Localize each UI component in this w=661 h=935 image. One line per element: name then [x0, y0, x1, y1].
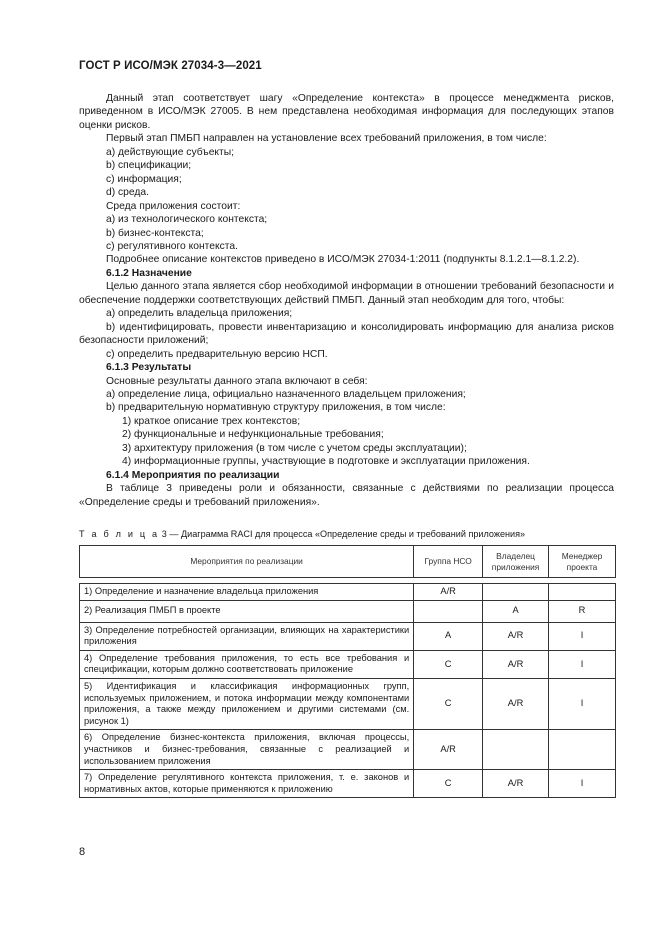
- paragraph: Данный этап соответствует шагу «Определение контекста» в процессе менеджмента рисков, приведенном в ИСО/МЭК 27005. В нем представлена необходимая информация для последующих этапов оценки рисков.: [79, 93, 614, 131]
- table-cell: 2) Реализация ПМБП в проекте: [80, 600, 414, 622]
- list-item: a) из технологического контекста;: [106, 214, 268, 226]
- table-row: [80, 600, 616, 622]
- column-header: Мероприятия по реализации: [80, 546, 414, 578]
- table-cell: [414, 600, 483, 622]
- list-item: c) определить предварительную версию НСП.: [106, 348, 328, 360]
- paragraph: В таблице 3 приведены роли и обязанности, связанные с действиями по реализации процесса «Определение среды и требований приложения».: [79, 483, 614, 508]
- table-cell: A: [414, 622, 483, 650]
- list-item: c) информация;: [106, 173, 182, 185]
- table-row: [80, 650, 616, 678]
- section-heading: 6.1.2 Назначение: [106, 267, 192, 279]
- table-caption: [79, 529, 525, 539]
- table-row: [80, 622, 616, 650]
- document-body: [79, 92, 614, 509]
- table-cell: 6) Определение бизнес-контекста приложения, включая процессы, участников и бизнес-требования, связанные с реализацией и использованием приложения: [80, 730, 414, 770]
- table-cell: A: [483, 600, 549, 622]
- table-cell: A/R: [483, 622, 549, 650]
- table-row: [80, 678, 616, 729]
- table-cell: C: [414, 650, 483, 678]
- list-item: b) идентифицировать, провести инвентаризацию и консолидировать информацию для анализа рисков безопасности приложений;: [79, 321, 614, 347]
- section-heading: 6.1.3 Результаты: [106, 362, 192, 374]
- table-caption-label: Т а б л и ц а: [79, 529, 160, 539]
- table-cell: A/R: [483, 650, 549, 678]
- table-cell: A/R: [483, 770, 549, 798]
- table-cell: A/R: [414, 730, 483, 770]
- table-cell: 4) Определение требования приложения, то есть все требования и спецификации, которым должно соответствовать приложение: [80, 650, 414, 678]
- list-item: c) регулятивного контекста.: [106, 240, 238, 252]
- list-item: b) бизнес-контекста;: [106, 227, 204, 239]
- list-item: a) определить владельца приложения;: [106, 308, 293, 320]
- list-item: d) среда.: [106, 187, 149, 199]
- table-row: [80, 584, 616, 601]
- section-heading: 6.1.4 Мероприятия по реализации: [106, 469, 280, 481]
- raci-table: [79, 545, 616, 798]
- list-item: a) определение лица, официально назначенного владельцем приложения;: [106, 388, 466, 400]
- table-cell: R: [549, 600, 616, 622]
- list-item: 1) краткое описание трех контекстов;: [122, 415, 301, 427]
- column-header: Владелец приложения: [483, 546, 549, 578]
- list-item: 3) архитектуру приложения (в том числе с учетом среды эксплуатации);: [122, 442, 467, 454]
- table-cell: 1) Определение и назначение владельца приложения: [80, 584, 414, 601]
- paragraph: Основные результаты данного этапа включают в себя:: [106, 375, 368, 387]
- table-row: [80, 770, 616, 798]
- table-cell: A/R: [483, 678, 549, 729]
- paragraph: Среда приложения состоит:: [106, 200, 241, 212]
- table-cell: 5) Идентификация и классификация информационных групп, используемых приложением, и потока информации между компонентами приложения, а также между приложением и другими системами (см. рисунок 1): [80, 678, 414, 729]
- list-item: 2) функциональные и нефункциональные требования;: [122, 429, 384, 441]
- table-cell: [483, 730, 549, 770]
- document-header: ГОСТ Р ИСО/МЭК 27034-3—2021: [79, 60, 262, 72]
- paragraph: Целью данного этапа является сбор необходимой информации в отношении требований безопасности и обеспечение поддержки соответствующих действий ПМБП. Данный этап необходим для того, чтобы:: [79, 281, 614, 306]
- table-cell: [483, 584, 549, 601]
- list-item: b) спецификации;: [106, 160, 192, 172]
- table-cell: A/R: [414, 584, 483, 601]
- table-cell: 7) Определение регулятивного контекста приложения, т. е. законов и нормативных актов, которые применяются к приложению: [80, 770, 414, 798]
- table-cell: I: [549, 622, 616, 650]
- table-cell: [549, 730, 616, 770]
- table-cell: I: [549, 770, 616, 798]
- table-row: [80, 730, 616, 770]
- list-item: a) действующие субъекты;: [106, 146, 235, 158]
- table-cell: I: [549, 650, 616, 678]
- column-header: Группа НСО: [414, 546, 483, 578]
- table-cell: I: [549, 678, 616, 729]
- table-cell: C: [414, 770, 483, 798]
- list-item: b) предварительную нормативную структуру приложения, в том числе:: [106, 402, 446, 414]
- list-item: 4) информационные группы, участвующие в подготовке и эксплуатации приложения.: [122, 456, 530, 468]
- table-cell: C: [414, 678, 483, 729]
- paragraph: Подробнее описание контекстов приведено в ИСО/МЭК 27034-1:2011 (подпункты 8.1.2.1—8.1.2.2).: [106, 254, 580, 266]
- table-header-row: [80, 546, 616, 578]
- column-header: Менеджер проекта: [549, 546, 616, 578]
- table-caption-text: 3 — Диаграмма RACI для процесса «Определение среды и требований приложения»: [161, 529, 526, 539]
- table-cell: [549, 584, 616, 601]
- page-number: 8: [79, 846, 86, 858]
- paragraph: Первый этап ПМБП направлен на установление всех требований приложения, в том числе:: [106, 133, 547, 145]
- table-cell: 3) Определение потребностей организации, влияющих на характеристики приложения: [80, 622, 414, 650]
